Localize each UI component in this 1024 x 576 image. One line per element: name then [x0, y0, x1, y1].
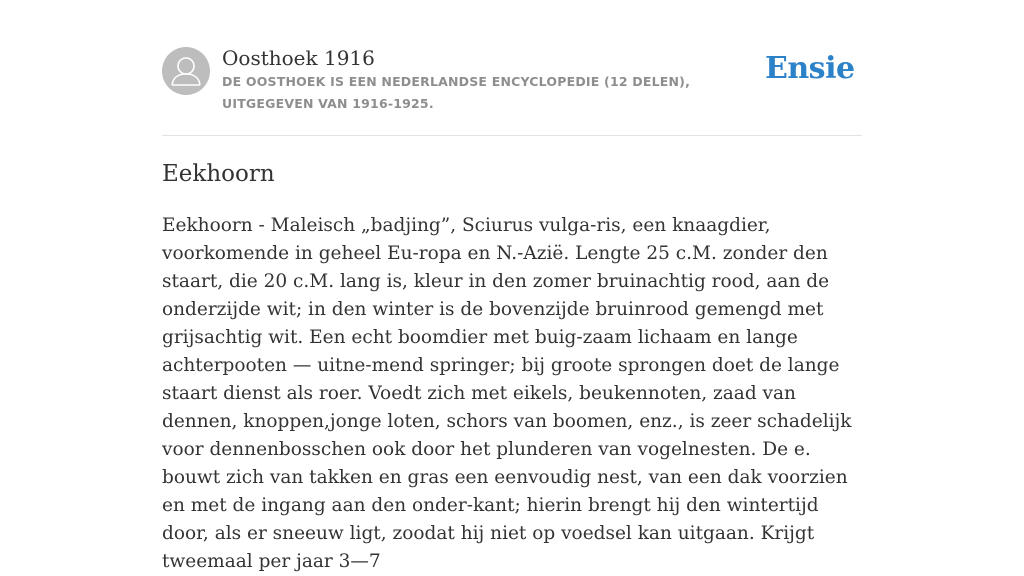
source-description: DE OOSTHOEK IS EEN NEDERLANDSE ENCYCLOPEDIE (12 DELEN), UITGEGEVEN VAN 1916-1925. — [222, 74, 691, 111]
source-header — [162, 45, 862, 135]
brand-logo[interactable]: Ensie — [765, 51, 855, 86]
entry-body: Eekhoorn - Maleisch „badjing”, Sciurus vulga-ris, een knaagdier, voorkomende in geheel Eu-ropa en N.-Azië. Lengte 25 c.M. zonder den staart, die 20 c.M. lang is, kleur in den zomer bruinachtig rood, aan de onderzijde wit; in den winter is de bovenzijde bruinrood gemengd met grijsachtig wit. Een echt boomdier met buig-zaam lichaam en lange achterpooten — uitne-mend springer; bij groote sprongen doet de lange staart dienst als roer. Voedt zich met eikels, beukennoten, zaad van dennen, knoppen,jonge loten, schors van boomen, enz., is zeer schadelijk voor dennenbosschen ook door het plunderen van vogelnesten. De e. bouwt zich van takken en gras een eenvoudig nest, van een dak voorzien en met de ingang aan den onder-kant; hierin brengt hij den wintertijd door, als er sneeuw ligt, zoodat hij niet op voedsel kan uitgaan. Krijgt tweemaal per jaar 3—7 — [162, 215, 852, 572]
header-divider — [162, 135, 862, 136]
entry-title: Eekhoorn — [162, 161, 275, 187]
source-title[interactable]: Oosthoek 1916 — [222, 46, 375, 70]
user-icon — [162, 47, 210, 95]
avatar[interactable] — [162, 47, 210, 95]
